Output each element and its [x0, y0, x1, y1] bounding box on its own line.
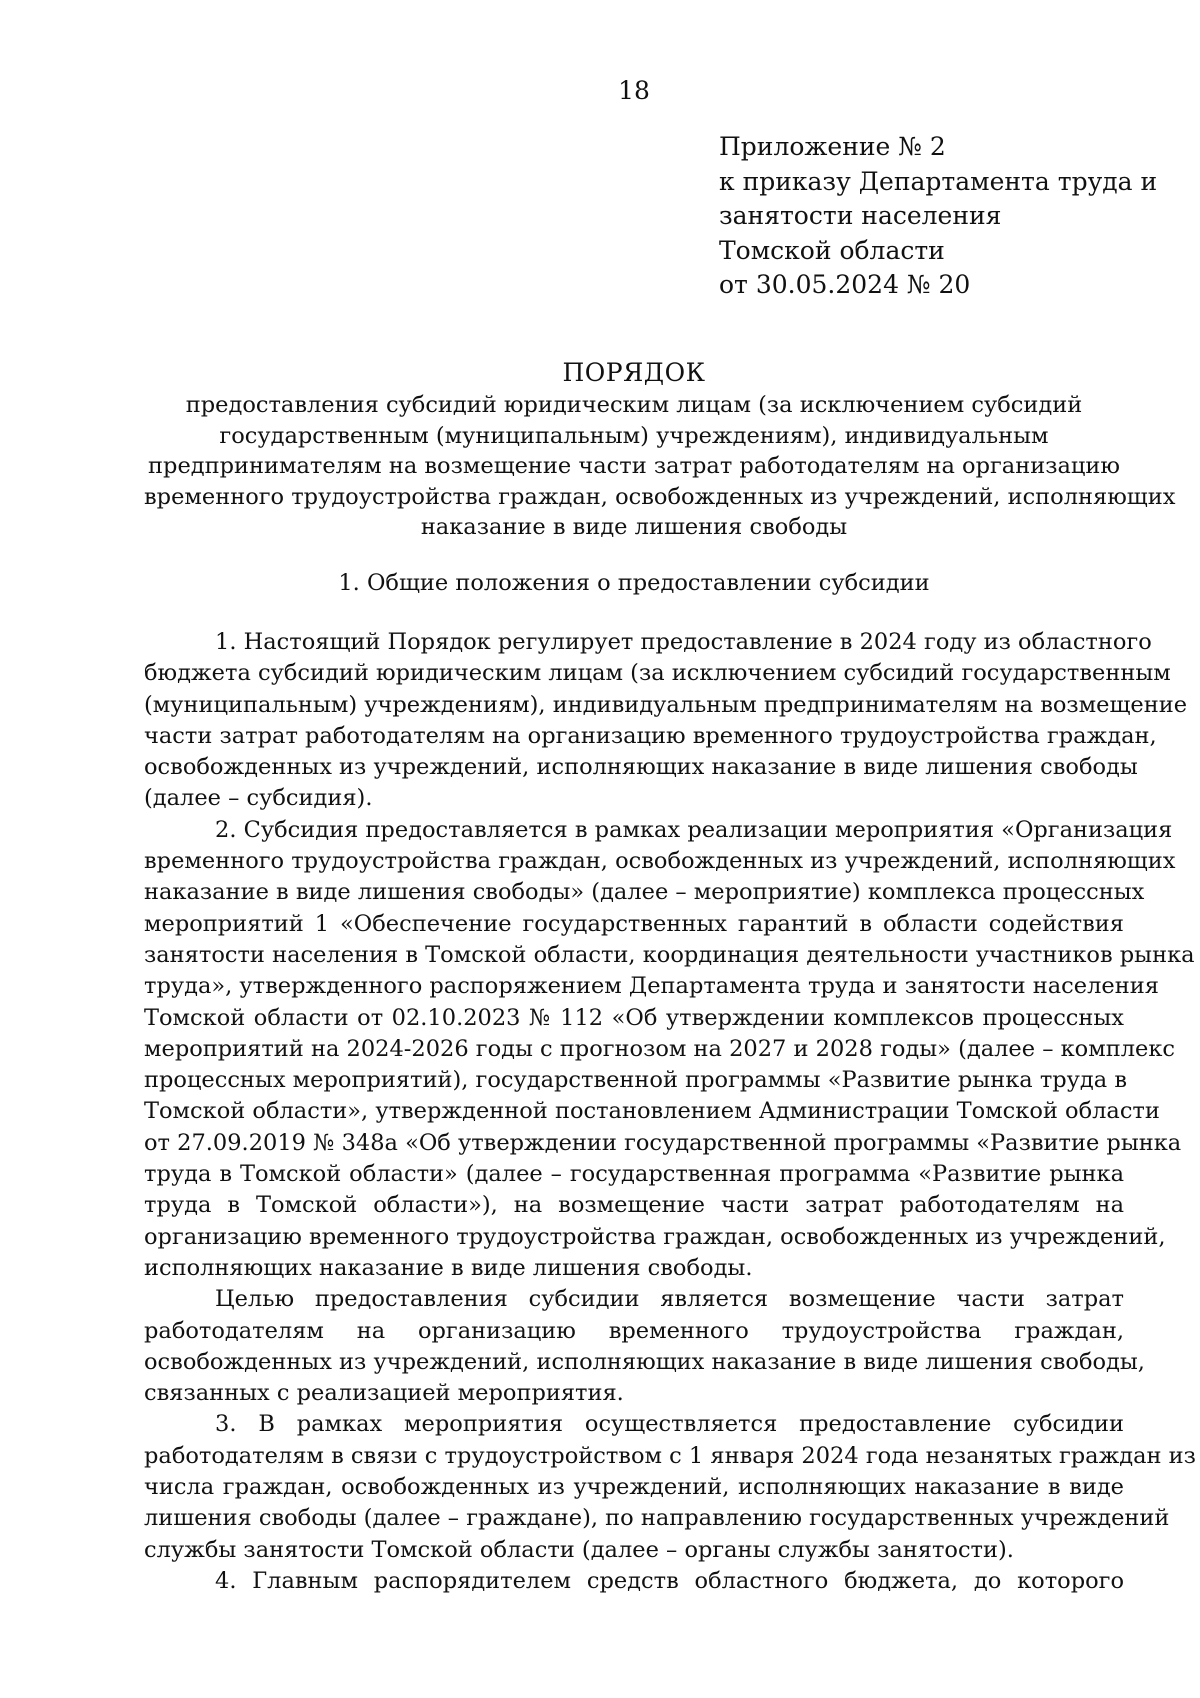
body-line: освобожденных из учреждений, исполняющих наказание в виде лишения свободы [144, 754, 1138, 781]
body-line: занятости населения в Томской области, координация деятельности участников рынка [144, 941, 1195, 968]
body-line: (муниципальным) учреждениям), индивидуальным предпринимателям на возмещение [144, 691, 1188, 718]
body-line: 3. В рамках мероприятия осуществляется предоставление субсидии [215, 1411, 1124, 1438]
body-line: лишения свободы (далее – граждане), по направлению государственных учреждений [144, 1505, 1170, 1532]
document-body [144, 627, 1196, 1597]
body-line: (далее – субсидия). [144, 785, 373, 812]
body-line: освобожденных из учреждений, исполняющих наказание в виде лишения свободы, [144, 1348, 1145, 1375]
page-number: 18 [618, 76, 650, 105]
subtitle-line: предоставления субсидий юридическим лицам (за исключением субсидий [185, 392, 1083, 418]
body-line: Томской области», утвержденной постановлением Администрации Томской области [144, 1098, 1160, 1125]
appendix-line: к приказу Департамента труда и [719, 166, 1158, 196]
appendix-block [719, 130, 1157, 303]
section-heading: 1. Общие положения о предоставлении субсидии [338, 570, 930, 596]
subtitle-line: государственным (муниципальным) учреждениям), индивидуальным [219, 422, 1049, 449]
subtitle-line: временного трудоустройства граждан, освобожденных из учреждений, исполняющих [144, 483, 1176, 510]
body-line: Целью предоставления субсидии является возмещение части затрат [215, 1286, 1124, 1313]
body-line: труда», утвержденного распоряжением Департамента труда и занятости населения [144, 973, 1159, 1000]
body-line: 4. Главным распорядителем средств областного бюджета, до которого [215, 1567, 1124, 1594]
document-title-block [144, 357, 1176, 543]
body-line: от 27.09.2019 № 348а «Об утверждении государственной программы «Развитие рынка [144, 1129, 1182, 1156]
appendix-line: Томской области [719, 235, 945, 265]
body-line: числа граждан, освобожденных из учреждений, исполняющих наказание в виде [144, 1474, 1124, 1501]
document-subtitle [144, 390, 1176, 543]
body-line: организацию временного трудоустройства граждан, освобожденных из учреждений, [144, 1223, 1166, 1250]
body-line: исполняющих наказание в виде лишения свободы. [144, 1254, 753, 1281]
body-line: 1. Настоящий Порядок регулирует предоставление в 2024 году из областного [215, 629, 1152, 655]
document-title: ПОРЯДОК [562, 358, 706, 387]
appendix-line: Приложение № 2 [719, 132, 946, 161]
body-line: 2. Субсидия предоставляется в рамках реализации мероприятия «Организация [215, 816, 1173, 843]
appendix-line: от 30.05.2024 № 20 [719, 270, 971, 299]
body-line: мероприятий на 2024-2026 годы с прогнозом на 2027 и 2028 годы» (далее – комплекс [144, 1035, 1175, 1062]
body-line: работодателям в связи с трудоустройством с 1 января 2024 года незанятых граждан из [144, 1442, 1196, 1469]
body-line: мероприятий 1 «Обеспечение государственных гарантий в области содействия [144, 910, 1124, 937]
body-line: связанных с реализацией мероприятия. [144, 1380, 624, 1407]
body-line: работодателям на организацию временного трудоустройства граждан, [144, 1317, 1124, 1344]
appendix-line: занятости населения [719, 201, 1002, 230]
subtitle-line: предпринимателям на возмещение части затрат работодателям на организацию [148, 453, 1120, 479]
body-line: бюджета субсидий юридическим лицам (за исключением субсидий государственным [144, 660, 1171, 687]
body-line: Томской области от 02.10.2023 № 112 «Об утверждении комплексов процессных [144, 1004, 1124, 1031]
body-line: наказание в виде лишения свободы» (далее – мероприятие) комплекса процессных [144, 879, 1145, 906]
body-line: процессных мероприятий), государственной программы «Развитие рынка труда в [144, 1067, 1128, 1094]
body-line: части затрат работодателям на организацию временного трудоустройства граждан, [144, 722, 1157, 749]
body-line: временного трудоустройства граждан, освобожденных из учреждений, исполняющих [144, 848, 1176, 875]
body-line: службы занятости Томской области (далее – органы службы занятости). [144, 1536, 1014, 1563]
body-line: труда в Томской области» (далее – государственная программа «Развитие рынка [144, 1161, 1124, 1188]
subtitle-line: наказание в виде лишения свободы [420, 514, 848, 540]
body-line: труда в Томской области»), на возмещение части затрат работодателям на [144, 1192, 1124, 1219]
